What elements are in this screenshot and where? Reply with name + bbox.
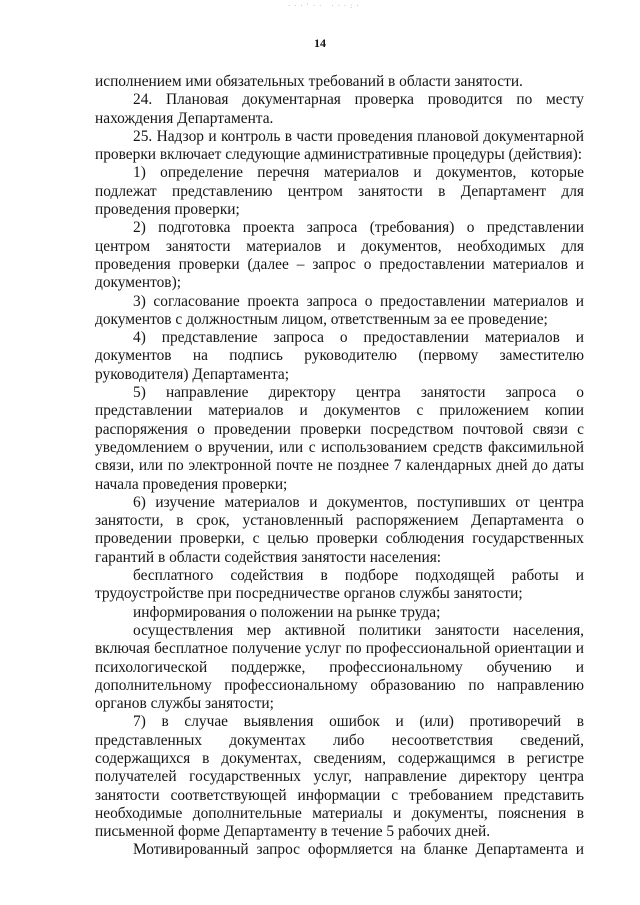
sub-item-labor-market-info: информирования о положении на рынке труда; [133,603,441,621]
list-item-6: 6) изучение материалов и документов, поступивших от центра занятости, в срок, установленный распоряжением Департамента о проведении проверки, с целью проверки соблюдения государственных гарантий в области содействия занятости населения: [95,493,584,566]
list-item-4: 4) представление запроса о предоставлении материалов и документов на подпись руководителю (первому заместителю руководителя) Департамента; [95,329,584,383]
paragraph-24: 24. Плановая документарная проверка проводится по месту нахождения Департамента. [95,91,584,127]
sub-item-employment-assistance: бесплатного содействия в подборе подходящей работы и трудоустройстве при посредничестве органов службы занятости; [95,567,584,603]
list-item-3: 3) согласование проекта запроса о предоставлении материалов и документов с должностным лицом, ответственным за ее проведение; [95,292,584,328]
list-item-1: 1) определение перечня материалов и документов, которые подлежат представлению центром занятости в Департамент для проведения проверки; [95,164,584,219]
list-item-5: 5) направление директору центра занятости запроса о представлении материалов и документов с приложением копии распоряжения о проведении проверки посредством почтовой связи с уведомлением о вручении, или с использованием средств факсимильной связи, или по электронной почте не позднее 7 календарных дней до даты начала проведения проверки; [95,384,584,493]
document-body [95,73,584,860]
paragraph-closing: Мотивированный запрос оформляется на бланке Департамента и [133,841,584,859]
list-item-7: 7) в случае выявления ошибок и (или) противоречий в представленных документах либо несоответствия сведений, содержащихся в документах, сведениям, содержащимся в регистре получателей государственных услуг, направление директору центра занятости соответствующей информации с требованием представить необходимые дополнительные материалы и документы, пояснения в письменной форме Департаменту в течение 5 рабочих дней. [95,713,584,841]
paragraph-25: 25. Надзор и контроль в части проведения плановой документарной проверки включает следующие административные процедуры (действия): [95,127,584,164]
sub-item-active-policy: осуществления мер активной политики занятости населения, включая бесплатное получение услуг по профессиональной ориентации и психологической поддержке, профессиональному обучению и дополнительному профессиональному образованию по направлению органов службы занятости; [95,621,584,713]
page-number: 14 [314,36,326,50]
edge-scan-artifact [628,868,636,898]
list-item-2: 2) подготовка проекта запроса (требования) о представлении центром занятости материалов и документов, необходимых для проведения проверки (далее – запрос о предоставлении материалов и документов); [95,219,584,292]
paragraph-intro: исполнением ими обязательных требований в области занятости. [95,73,523,90]
scan-artifact: ···'·· ···:· [287,2,362,10]
